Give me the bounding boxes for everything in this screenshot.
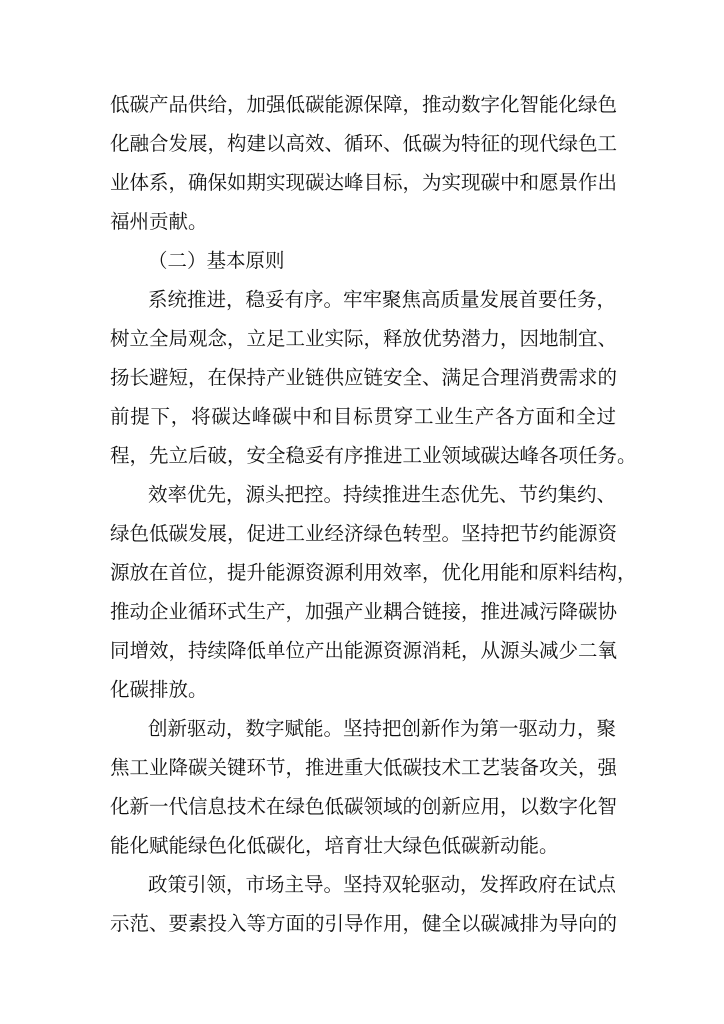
paragraph-line: 树立全局观念，立足工业实际，释放优势潜力，因地制宜、 [110, 327, 618, 350]
paragraph-line: 化新一代信息技术在绿色低碳领域的创新应用，以数字化智 [110, 795, 618, 818]
paragraph-line: 业体系，确保如期实现碳达峰目标，为实现碳中和愿景作出 [110, 171, 618, 194]
paragraph-line: 能化赋能绿色化低碳化，培育壮大绿色低碳新动能。 [110, 834, 559, 857]
paragraph-line: 化碳排放。 [110, 678, 208, 701]
paragraph-line: 低碳产品供给，加强低碳能源保障，推动数字化智能化绿色 [110, 93, 618, 116]
paragraph-line: 推动企业循环式生产，加强产业耦合链接，推进减污降碳协 [110, 600, 618, 623]
paragraph-line: 效率优先，源头把控。持续推进生态优先、节约集约、 [148, 483, 617, 506]
paragraph-line: 绿色低碳发展，促进工业经济绿色转型。坚持把节约能源资 [110, 522, 618, 545]
paragraph-line: 政策引领，市场主导。坚持双轮驱动，发挥政府在试点 [148, 873, 617, 896]
paragraph-line: 化融合发展，构建以高效、循环、低碳为特征的现代绿色工 [110, 132, 618, 155]
paragraph-line: 系统推进，稳妥有序。牢牢聚焦高质量发展首要任务， [148, 288, 617, 311]
paragraph-line: 创新驱动，数字赋能。坚持把创新作为第一驱动力，聚 [148, 717, 617, 740]
paragraph-line: 程，先立后破，安全稳妥有序推进工业领域碳达峰各项任务。 [110, 444, 637, 467]
paragraph-line: 前提下，将碳达峰碳中和目标贯穿工业生产各方面和全过 [110, 405, 616, 428]
paragraph-line: 焦工业降碳关键环节，推进重大低碳技术工艺装备攻关，强 [110, 756, 618, 779]
paragraph-line: 同增效，持续降低单位产出能源资源消耗，从源头减少二氧 [110, 639, 618, 662]
paragraph-line: 源放在首位，提升能源资源利用效率，优化用能和原料结构， [110, 561, 637, 584]
paragraph-line: 福州贡献。 [110, 210, 208, 233]
paragraph-line: 示范、要素投入等方面的引导作用，健全以碳减排为导向的 [110, 912, 618, 935]
section-heading: （二）基本原则 [148, 249, 285, 272]
paragraph-line: 扬长避短，在保持产业链供应链安全、满足合理消费需求的 [110, 366, 618, 389]
